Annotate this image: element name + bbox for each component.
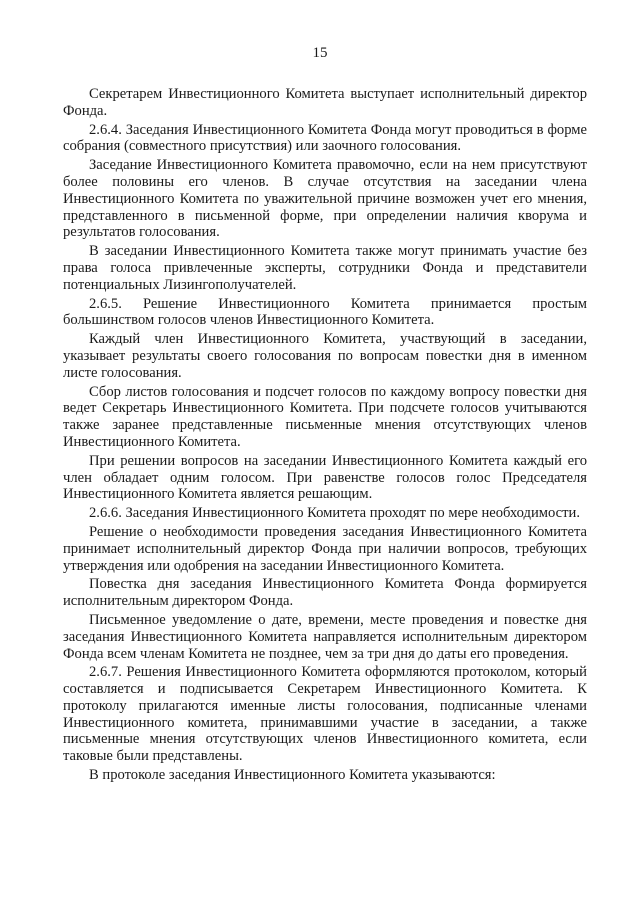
document-body	[63, 86, 587, 786]
paragraph-notification: Письменное уведомление о дате, времени, месте проведения и повестке дня заседания Инвестиционного Комитета направляется исполнительным директором Фонда всем членам Комитета не позднее, чем за три дня до даты его проведения.	[63, 611, 587, 662]
paragraph-secretary: Секретарем Инвестиционного Комитета выступает исполнительный директор Фонда.	[63, 86, 587, 119]
paragraph-2-6-7: 2.6.7. Решения Инвестиционного Комитета оформляются протоколом, который составляется и подписывается Секретарем Инвестиционного Комитета. К протоколу прилагаются именные листы голосования, подписанные членами Инвестиционного комитета, принимавшими участие в заседании, а также письменные мнения отсутствующих членов Инвестиционного комитета, если таковые были представлены.	[63, 664, 587, 765]
paragraph-vote-count: Сбор листов голосования и подсчет голосов по каждому вопросу повестки дня ведет Секретарь Инвестиционного Комитета. При подсчете голосов учитываются также заранее представленные письменные мнения отсутствующих членов Инвестиционного Комитета.	[63, 383, 587, 450]
paragraph-voting-sheet: Каждый член Инвестиционного Комитета, участвующий в заседании, указывает результаты своего голосования по вопросам повестки дня в именном листе голосования.	[63, 331, 587, 381]
paragraph-meeting-decision: Решение о необходимости проведения заседания Инвестиционного Комитета принимает исполнительный директор Фонда при наличии вопросов, требующих утверждения или одобрения на заседании Инвестиционного Комитета.	[63, 523, 587, 574]
paragraph-participants: В заседании Инвестиционного Комитета также могут принимать участие без права голоса привлеченные эксперты, сотрудники Фонда и представители потенциальных Лизингополучателей.	[63, 243, 587, 293]
paragraph-one-vote: При решении вопросов на заседании Инвестиционного Комитета каждый его член обладает одним голосом. При равенстве голосов голос Председателя Инвестиционного Комитета является решающим.	[63, 452, 587, 503]
paragraph-agenda: Повестка дня заседания Инвестиционного Комитета Фонда формируется исполнительным директором Фонда.	[63, 576, 587, 610]
paragraph-2-6-6: 2.6.6. Заседания Инвестиционного Комитета проходят по мере необходимости.	[89, 505, 580, 522]
paragraph-2-6-4: 2.6.4. Заседания Инвестиционного Комитета Фонда могут проводиться в форме собрания (совместного присутствия) или заочного голосования.	[63, 121, 587, 155]
page-number: 15	[312, 45, 328, 61]
paragraph-protocol-contents: В протоколе заседания Инвестиционного Комитета указываются:	[89, 767, 496, 784]
paragraph-2-6-5: 2.6.5. Решение Инвестиционного Комитета принимается простым большинством голосов членов Инвестиционного Комитета.	[63, 295, 587, 329]
paragraph-quorum: Заседание Инвестиционного Комитета правомочно, если на нем присутствуют более половины его членов. В случае отсутствия на заседании члена Инвестиционного Комитета по уважительной причине возможен учет его мнения, представленного в письменной форме, при определении наличия кворума и результатов голосования.	[63, 157, 587, 241]
